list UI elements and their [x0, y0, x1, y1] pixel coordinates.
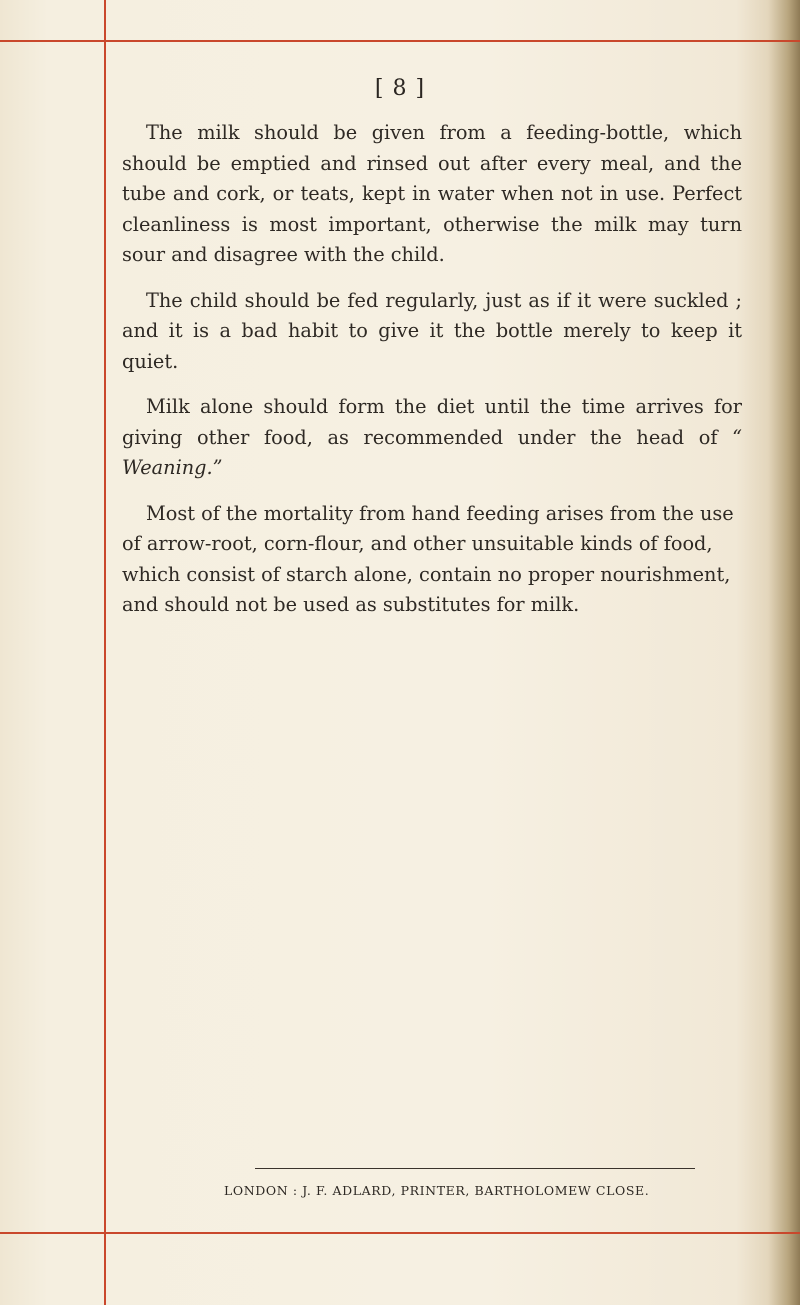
paragraph-mortality: Most of the mortality from hand feeding arises from the use of arrow-root, corn-flour, and other unsuitable kinds of food, which consist of starch alone, contain no proper nourishment, and should not be used as substitutes for milk. [122, 501, 734, 616]
top-margin-rule [0, 40, 800, 42]
printer-imprint: LONDON : J. F. ADLARD, PRINTER, BARTHOLOMEW CLOSE. [224, 1183, 650, 1198]
bottom-margin-rule [0, 1232, 800, 1234]
paragraph-milk-alone-text: Milk alone should form the diet until the time arrives for giving other food, as recommended under the head of [122, 395, 742, 449]
paragraph-feeding-bottle: The milk should be given from a feeding-bottle, which should be emptied and rinsed out after every meal, and the tube and cork, or teats, kept in water when not in use. Perfect cleanliness is most important, otherwise the milk may turn sour and disagree with the child. [122, 121, 742, 266]
paragraph-milk-alone [122, 392, 742, 484]
left-margin-rule [104, 0, 106, 1305]
weaning-reference: “ Weaning.” [122, 425, 742, 479]
page-number: [ 8 ] [374, 76, 426, 101]
body-text [122, 118, 742, 636]
imprint-divider [255, 1168, 695, 1169]
paragraph-regular-feeding: The child should be fed regularly, just as if it were suckled ; and it is a bad habit to give it the bottle merely to keep it quiet. [122, 288, 742, 373]
